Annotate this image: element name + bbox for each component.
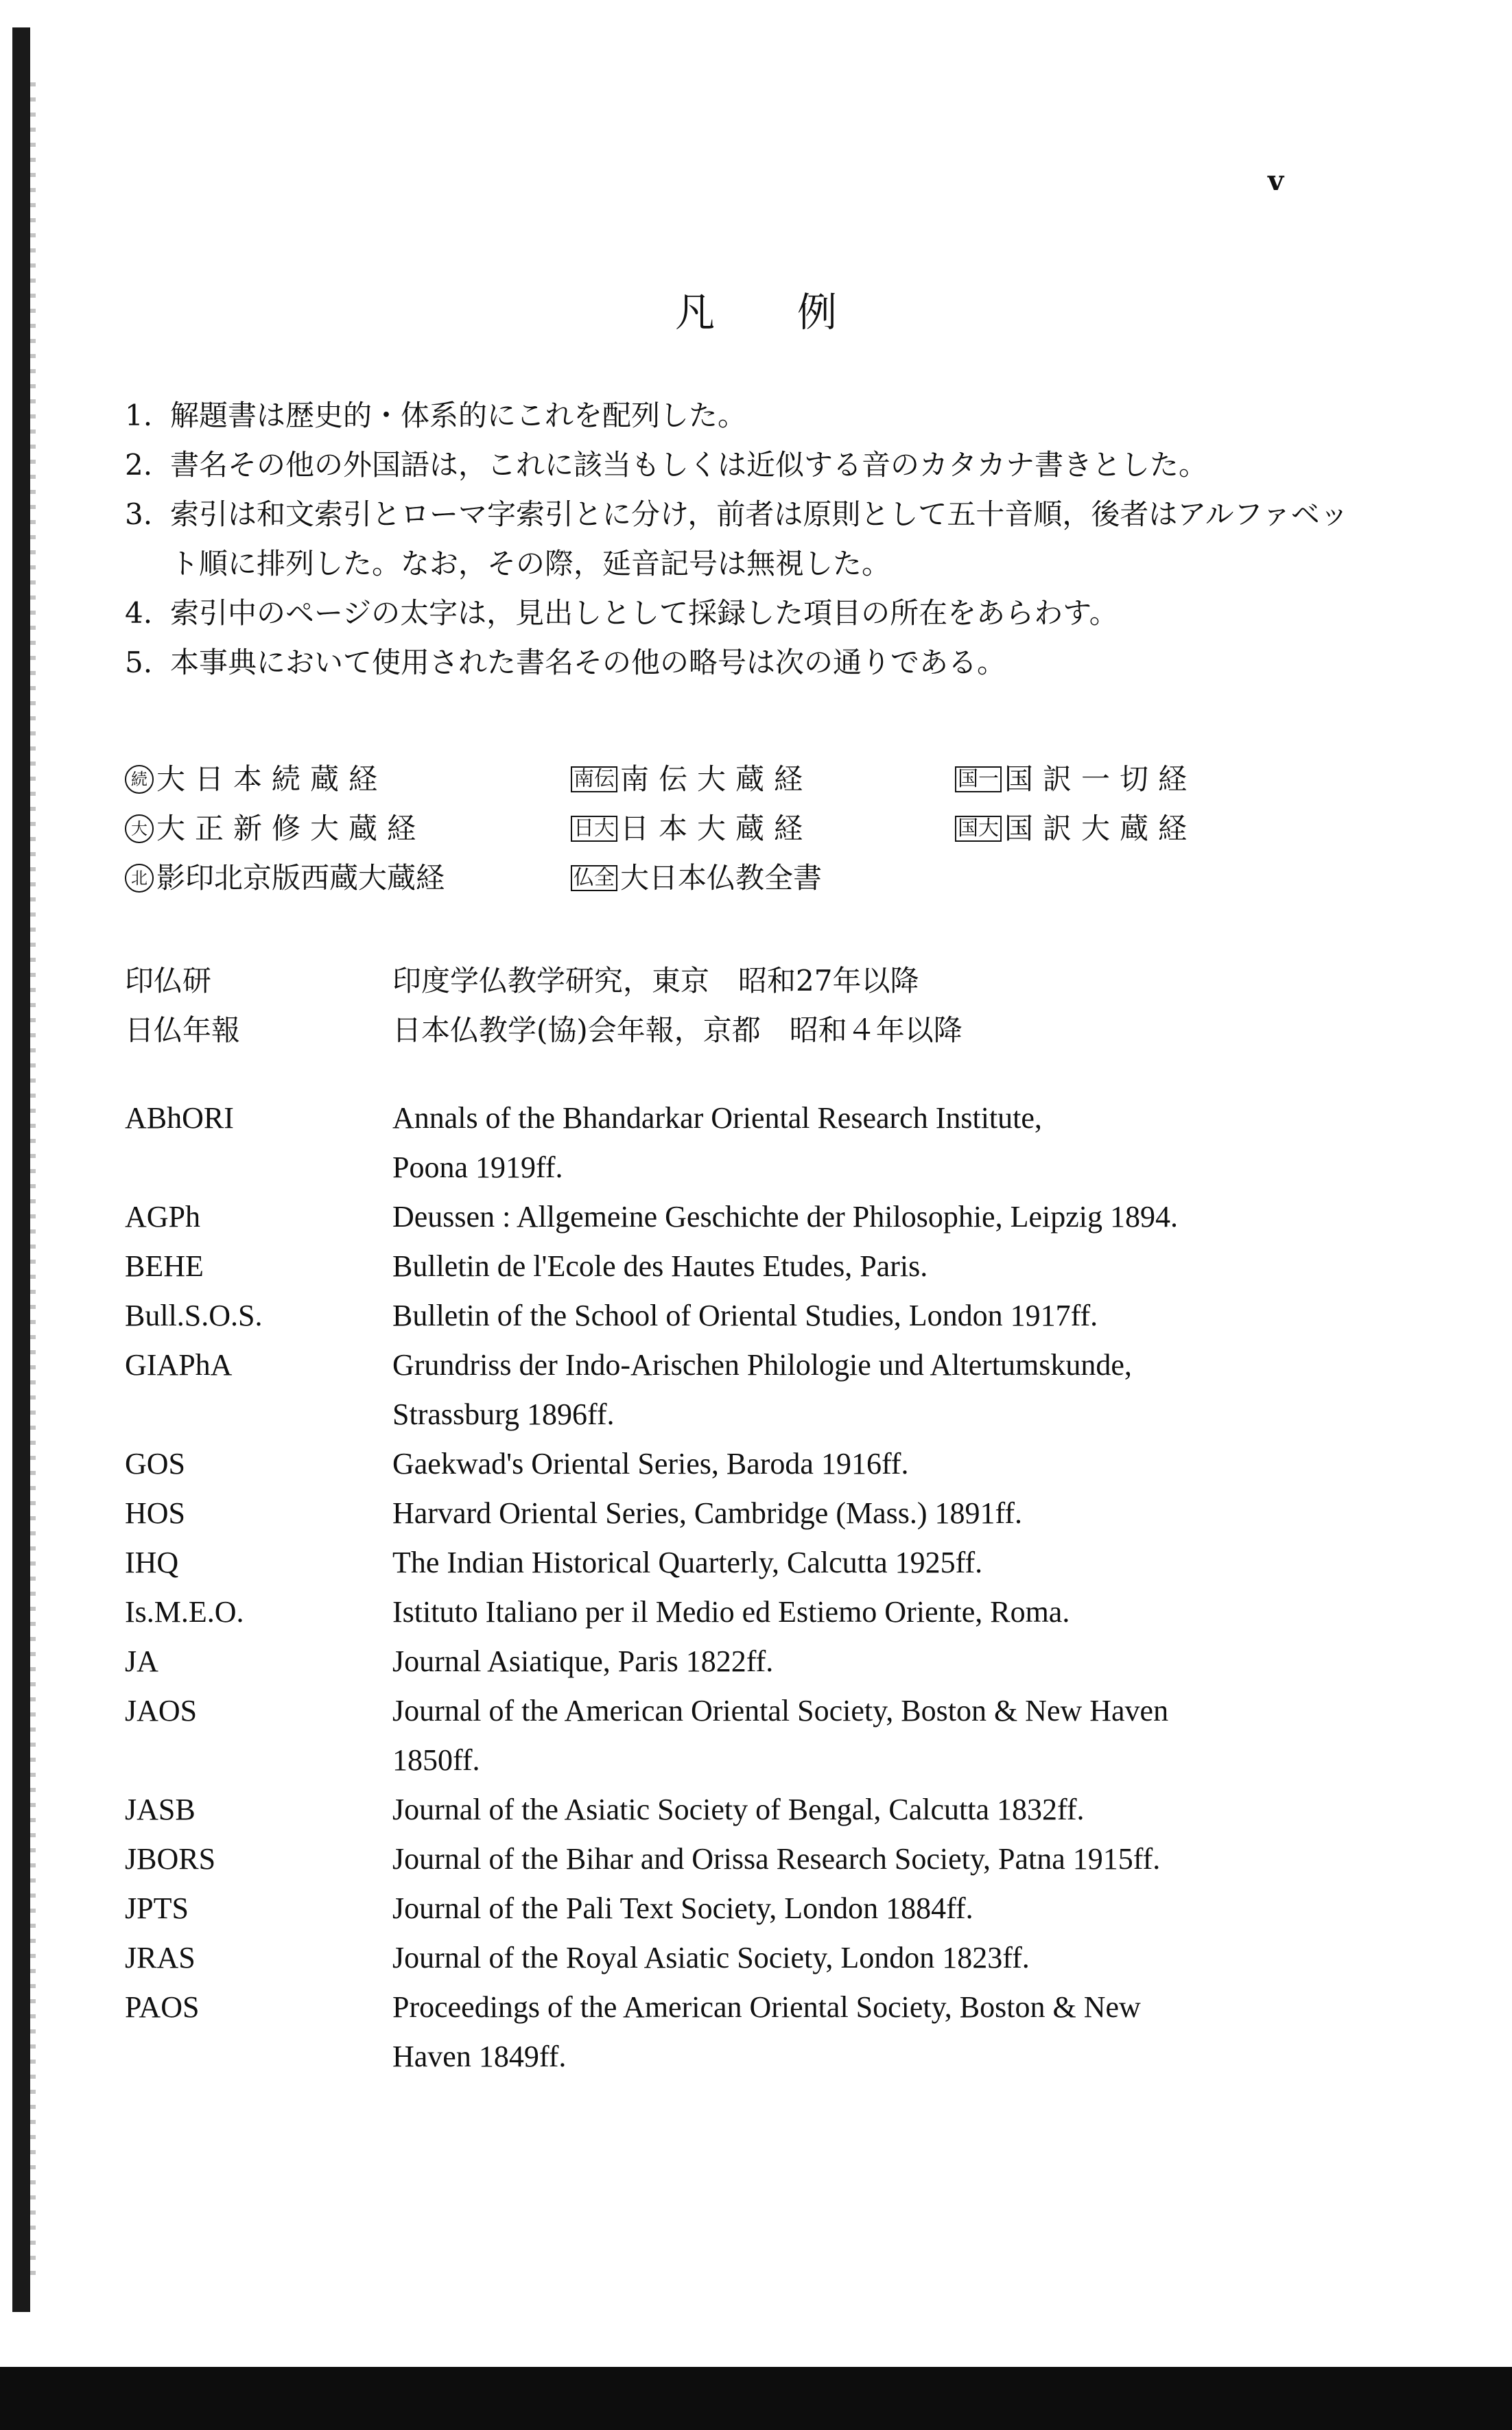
full-title: Journal of the Bihar and Orissa Research Society, Patna 1915ff. [392, 1842, 1161, 1876]
abbreviation-mark: 国一 [955, 766, 1002, 792]
abbreviation: Is.M.E.O. [125, 1595, 244, 1629]
abbreviation: JA [125, 1644, 158, 1678]
abbreviation-label: 日本大蔵経 [620, 812, 813, 845]
western-abbreviation-list [125, 1094, 1394, 2081]
full-title: Harvard Oriental Series, Cambridge (Mass.) 1891ff. [392, 1496, 1023, 1530]
full-title: Grundriss der Indo-Arischen Philologie und Altertumskunde, Strassburg 1896ff. [392, 1348, 1132, 1431]
rule-number: 5. [125, 646, 153, 679]
rule-number: 1. [125, 399, 153, 432]
full-title: Bulletin de l'Ecole des Hautes Etudes, Paris. [392, 1249, 928, 1283]
abbreviation-mark: 大 [125, 814, 154, 843]
list-item [125, 1933, 1394, 1983]
list-item [125, 1006, 1394, 1055]
abbreviation: PAOS [125, 1990, 200, 2024]
rule-text: 索引中のページの太字は，見出しとして採録した項目の所在をあらわす。 [170, 596, 1118, 630]
abbreviation-mark: 日大 [571, 816, 617, 842]
list-item [125, 1983, 1394, 2081]
rule-number: 4. [125, 596, 153, 630]
full-title: Journal Asiatique, Paris 1822ff. [392, 1644, 774, 1678]
list-item [125, 1341, 1394, 1439]
abbreviation: GOS [125, 1447, 186, 1481]
rules-list [125, 391, 1373, 687]
abbreviation-mark: 南伝 [571, 766, 617, 792]
abbreviation-mark: 仏全 [571, 865, 617, 891]
list-item [125, 1686, 1394, 1785]
rule-text: 本事典において使用された書名その他の略号は次の通りである。 [170, 646, 1006, 679]
abbreviation: IHQ [125, 1546, 179, 1579]
list-item [125, 1538, 1394, 1588]
list-item [125, 1094, 1394, 1192]
canon-abbreviation [571, 804, 955, 853]
full-title: Journal of the Asiatic Society of Bengal, Calcutta 1832ff. [392, 1793, 1085, 1826]
canon-abbreviation-table [125, 755, 1250, 903]
full-title: Bulletin of the School of Oriental Studies, London 1917ff. [392, 1299, 1098, 1332]
rule-item [125, 391, 1373, 440]
canon-abbreviation [955, 755, 1250, 804]
abbreviation-label: 影印北京版西蔵大蔵経 [156, 861, 445, 895]
full-title: Gaekwad's Oriental Series, Baroda 1916ff. [392, 1447, 909, 1481]
abbreviation-label: 南伝大蔵経 [620, 762, 813, 796]
journal-full-title: 日本仏教学(協)会年報，京都 昭和４年以降 [392, 1013, 962, 1047]
abbreviation: AGPh [125, 1200, 201, 1234]
canon-abbreviation [571, 755, 955, 804]
rule-number: 2. [125, 448, 153, 482]
list-item [125, 956, 1394, 1006]
full-title: Journal of the Pali Text Society, London 1884ff. [392, 1891, 973, 1925]
page-number: v [1268, 165, 1284, 197]
canon-abbreviation [955, 804, 1250, 853]
abbreviation: JBORS [125, 1842, 216, 1876]
canon-abbreviation [125, 804, 571, 853]
journal-abbreviation: 印仏研 [125, 964, 212, 998]
abbreviation: JPTS [125, 1891, 189, 1925]
list-item [125, 1291, 1394, 1341]
rule-text: 解題書は歴史的・体系的にこれを配列した。 [170, 399, 747, 432]
abbreviation-mark: 続 [125, 765, 154, 794]
canon-abbreviation [571, 853, 955, 903]
rule-text: 索引は和文索引とローマ字索引とに分け，前者は原則として五十音順，後者はアルファベット順に排列した。なお，その際，延音記号は無視した。 [170, 497, 1349, 580]
full-title: Journal of the Royal Asiatic Society, London 1823ff. [392, 1941, 1030, 1974]
abbreviation: GIAPhA [125, 1348, 233, 1382]
rule-text: 書名その他の外国語は，これに該当もしくは近似する音のカタカナ書きとした。 [170, 448, 1208, 482]
abbreviation-label: 国訳大蔵経 [1004, 812, 1197, 845]
abbreviation-mark: 北 [125, 864, 154, 893]
full-title: Annals of the Bhandarkar Oriental Research Institute, Poona 1919ff. [392, 1101, 1042, 1184]
full-title: Istituto Italiano per il Medio ed Estiemo Oriente, Roma. [392, 1595, 1070, 1629]
rule-number: 3. [125, 497, 153, 531]
list-item [125, 1192, 1394, 1242]
abbreviation-label: 国訳一切経 [1004, 762, 1197, 796]
abbreviation: JASB [125, 1793, 196, 1826]
full-title: The Indian Historical Quarterly, Calcutta 1925ff. [392, 1546, 983, 1579]
rule-item [125, 490, 1373, 589]
abbreviation: JAOS [125, 1694, 198, 1727]
journal-full-title: 印度学仏教学研究，東京 昭和27年以降 [392, 964, 919, 998]
abbreviation-mark: 国大 [955, 816, 1002, 842]
rule-item [125, 440, 1373, 490]
list-item [125, 1242, 1394, 1291]
rule-item [125, 638, 1373, 687]
abbreviation: ABhORI [125, 1101, 234, 1135]
abbreviation: HOS [125, 1496, 186, 1530]
abbreviation: JRAS [125, 1941, 196, 1974]
abbreviation: BEHE [125, 1249, 204, 1283]
canon-abbreviation [125, 853, 571, 903]
list-item [125, 1785, 1394, 1835]
list-item [125, 1637, 1394, 1686]
list-item [125, 1588, 1394, 1637]
journal-abbreviation: 日仏年報 [125, 1013, 241, 1047]
canon-abbreviation [125, 755, 571, 804]
abbreviation-label: 大日本仏教全書 [620, 861, 823, 895]
page-title: 凡例 [674, 289, 919, 335]
list-item [125, 1439, 1394, 1489]
list-item [125, 1835, 1394, 1884]
list-item [125, 1884, 1394, 1933]
scan-bottom-edge [0, 2367, 1512, 2430]
scan-binding-shadow [30, 82, 36, 2278]
abbreviation-label: 大正新修大蔵経 [156, 812, 426, 845]
abbreviation-label: 大日本続蔵経 [156, 762, 388, 796]
list-item [125, 1489, 1394, 1538]
full-title: Proceedings of the American Oriental Society, Boston & New Haven 1849ff. [392, 1990, 1141, 2073]
scan-binding-edge [12, 27, 30, 2312]
rule-item [125, 589, 1373, 638]
full-title: Journal of the American Oriental Society, Boston & New Haven 1850ff. [392, 1694, 1169, 1777]
japanese-journal-list [125, 956, 1394, 1055]
full-title: Deussen : Allgemeine Geschichte der Philosophie, Leipzig 1894. [392, 1200, 1178, 1234]
abbreviation: Bull.S.O.S. [125, 1299, 263, 1332]
